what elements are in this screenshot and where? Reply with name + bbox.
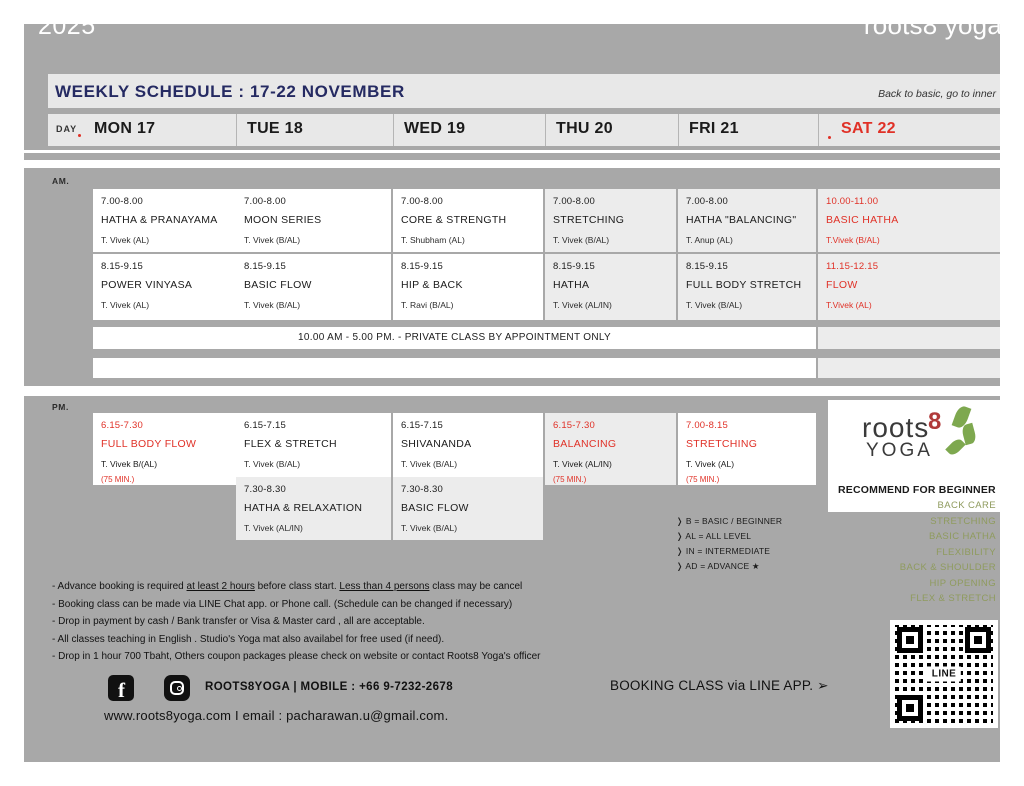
class-time: 7.30-8.30 (401, 484, 443, 495)
class-instructor: T. Vivek (B/AL) (401, 459, 458, 469)
legend-item: ❭ B = BASIC / BEGINNER (676, 516, 783, 526)
logo-eight: 8 (928, 408, 942, 435)
recommend-item: STRETCHING (930, 515, 996, 527)
class-instructor: T. Ravi (B/AL) (401, 300, 454, 310)
spacer-row-1 (93, 358, 816, 378)
header-divider (24, 150, 1000, 153)
class-instructor: T.Vivek (AL) (826, 300, 872, 310)
class-cell-mon-am2[interactable] (93, 254, 236, 320)
qr-pattern (895, 625, 993, 723)
class-instructor: T. Vivek (B/AL) (686, 300, 743, 310)
class-name: BASIC FLOW (401, 502, 469, 514)
class-cell-fri-am2[interactable] (678, 254, 816, 320)
class-time: 8.15-9.15 (686, 261, 728, 272)
class-name: FULL BODY STRETCH (686, 279, 802, 291)
day-header-fri-label: FRI 21 (689, 120, 739, 137)
class-time: 7.00-8.00 (553, 196, 595, 207)
class-instructor: T.Vivek (B/AL) (826, 235, 880, 245)
class-instructor: T. Vivek (B/AL) (401, 523, 458, 533)
note-line: - Drop in payment by cash / Bank transfer or Visa & Master card , all are acceptable. (52, 616, 425, 627)
recommend-item: BACK CARE (937, 500, 996, 511)
day-header-wed-label: WED 19 (404, 120, 466, 137)
class-cell-wed-am2[interactable] (393, 254, 543, 320)
year-label: 2025 (38, 12, 96, 40)
class-instructor: T. Vivek (AL/IN) (553, 459, 612, 469)
class-time: 6.15-7.15 (244, 420, 286, 431)
class-name: HATHA & RELAXATION (244, 502, 363, 514)
class-name: BASIC FLOW (244, 279, 312, 291)
recommend-item: FLEX & STRETCH (910, 593, 996, 604)
recommend-title: RECOMMEND FOR BEGINNER (838, 484, 996, 496)
class-time: 7.00-8.00 (101, 196, 143, 207)
recommend-list (836, 498, 996, 607)
class-name: FLEX & STRETCH (244, 438, 337, 450)
day-header-tue (236, 114, 393, 146)
class-duration: (75 MIN.) (686, 475, 720, 484)
class-cell-thu-pm1[interactable] (545, 413, 676, 485)
day-header-thu-label: THU 20 (556, 120, 613, 137)
class-instructor: T. Vivek (AL/IN) (244, 523, 303, 533)
day-header-mon (84, 114, 236, 146)
recommend-item: BASIC HATHA (928, 531, 996, 542)
day-header-mon-label: MON 17 (94, 120, 156, 137)
class-name: HATHA & PRANAYAMA (101, 214, 218, 226)
class-cell-thu-am2[interactable] (545, 254, 676, 320)
class-cell-tue-am1[interactable] (236, 189, 391, 252)
class-time: 8.15-9.15 (244, 261, 286, 272)
class-cell-tue-am2[interactable] (236, 254, 391, 320)
midday-divider (24, 386, 1000, 396)
class-time: 7.30-8.30 (244, 484, 286, 495)
social-handle: ROOTS8YOGA | MOBILE : +66 9-7232-2678 (205, 681, 453, 693)
class-time: 6.15-7.30 (101, 420, 143, 431)
note-line: - All classes teaching in English . Studio's Yoga mat also availabel for free used (if need). (52, 633, 445, 645)
class-duration: (75 MIN.) (553, 475, 587, 484)
class-instructor: T. Shubham (AL) (401, 235, 465, 245)
logo-wordmark: roots (862, 412, 930, 443)
brand-tagline: Back to basic, go to inner (878, 88, 996, 100)
class-cell-fri-pm1[interactable] (678, 413, 816, 485)
day-header-tue-label: TUE 18 (247, 120, 304, 137)
class-name: STRETCHING (553, 214, 625, 226)
recommend-item: HIP OPENING (929, 577, 996, 589)
class-instructor: T. Vivek (B/AL) (553, 235, 610, 245)
qr-label: LINE (927, 667, 961, 682)
class-name: HIP & BACK (401, 279, 463, 291)
class-instructor: T. Vivek (AL) (686, 459, 735, 469)
class-cell-mon-am1[interactable] (93, 189, 236, 252)
note-line: - Drop in 1 hour 700 Tbaht, Others coupon packages please check on website or contact Roots8 Yoga's officer (52, 651, 541, 662)
line-qr-code[interactable] (890, 620, 998, 728)
day-header-sat-label: SAT 22 (841, 120, 896, 137)
day-label-dot-icon (78, 134, 81, 137)
day-header-fri (678, 114, 818, 146)
poster-header (24, 24, 1000, 72)
class-name: HATHA (553, 279, 590, 291)
class-time: 7.00-8.00 (401, 196, 443, 207)
class-cell-fri-am1[interactable] (678, 189, 816, 252)
class-time: 7.00-8.00 (244, 196, 286, 207)
class-time: 7.00-8.15 (686, 420, 728, 431)
class-instructor: T. Vivek (B/AL) (244, 459, 301, 469)
legend-item: ❭ AL = ALL LEVEL (676, 531, 752, 541)
class-time: 8.15-9.15 (401, 261, 443, 272)
class-name: MOON SERIES (244, 214, 322, 226)
class-time: 8.15-9.15 (553, 261, 595, 272)
class-name: FULL BODY FLOW (101, 438, 197, 450)
booking-cta[interactable]: BOOKING CLASS via LINE APP. ➢ (610, 678, 829, 693)
class-time: 6.15-7.15 (401, 420, 443, 431)
class-name: HATHA "BALANCING" (686, 214, 797, 226)
day-header-sat (818, 114, 1000, 146)
class-time: 6.15-7.30 (553, 420, 595, 431)
class-name: BALANCING (553, 438, 617, 450)
qr-eye-icon (897, 695, 923, 721)
class-name: FLOW (826, 279, 858, 291)
class-name: CORE & STRENGTH (401, 214, 507, 226)
logo-yoga-text: YOGA (866, 440, 933, 461)
facebook-glyph: f (118, 678, 125, 702)
brand-title: roots8 yoga (863, 10, 1002, 40)
note-line: - Advance booking is required at least 2 hours before class start. Less than 4 persons class may be cancel (52, 581, 523, 592)
class-time: 7.00-8.00 (686, 196, 728, 207)
legend-item: ❭ IN = INTERMEDIATE (676, 546, 771, 556)
class-name: BASIC HATHA (826, 214, 899, 226)
qr-eye-icon (965, 627, 991, 653)
instagram-dot-glyph (177, 686, 182, 691)
class-cell-wed-pm1[interactable] (393, 413, 543, 485)
class-duration: (75 MIN.) (101, 475, 135, 484)
class-time: 11.15-12.15 (826, 261, 879, 272)
class-name: SHIVANANDA (401, 438, 472, 450)
recommend-item: FLEXIBILITY (936, 546, 996, 558)
pm-band-label: PM. (52, 402, 69, 412)
recommend-item: BACK & SHOULDER (899, 562, 996, 573)
header-divider-2 (24, 160, 1000, 168)
weekly-schedule-title: WEEKLY SCHEDULE : 17-22 NOVEMBER (55, 82, 405, 101)
class-instructor: T. Vivek B/(AL) (101, 459, 158, 469)
class-cell-wed-am1[interactable] (393, 189, 543, 252)
class-instructor: T. Vivek (B/AL) (244, 235, 301, 245)
sat-empty-midday (818, 327, 1000, 349)
class-instructor: T. Vivek (AL/IN) (553, 300, 612, 310)
qr-eye-icon (897, 627, 923, 653)
class-time: 8.15-9.15 (101, 261, 143, 272)
notes-list (52, 578, 712, 666)
private-class-note: 10.00 AM - 5.00 PM. - PRIVATE CLASS BY APPOINTMENT ONLY (93, 327, 816, 349)
day-column-label: DAY (56, 124, 78, 134)
class-instructor: T. Vivek (AL) (101, 300, 150, 310)
note-line: - Booking class can be made via LINE Chat app. or Phone call. (Schedule can be changed if necessary) (52, 598, 513, 610)
class-time: 10.00-11.00 (826, 196, 879, 207)
class-cell-sat-am1[interactable] (818, 189, 1000, 252)
class-cell-wed-pm2[interactable] (393, 477, 543, 540)
class-instructor: T. Vivek (AL) (101, 235, 150, 245)
class-cell-sat-am2[interactable] (818, 254, 1000, 320)
class-cell-tue-pm1[interactable] (236, 413, 391, 485)
class-instructor: T. Anup (AL) (686, 235, 733, 245)
level-legend (676, 514, 826, 574)
class-cell-mon-pm1[interactable] (93, 413, 236, 485)
class-cell-thu-am1[interactable] (545, 189, 676, 252)
class-name: POWER VINYASA (101, 279, 193, 291)
class-name: STRETCHING (686, 438, 758, 450)
am-band-label: AM. (52, 176, 70, 186)
spacer-row-sat (818, 358, 1000, 378)
website-email: www.roots8yoga.com I email : pacharawan.u@gmail.com. (104, 708, 449, 723)
legend-item: ❭ AD = ADVANCE ★ (676, 561, 760, 571)
day-header-thu (545, 114, 678, 146)
class-instructor: T. Vivek (B/AL) (244, 300, 301, 310)
sat-dot-icon (828, 136, 831, 139)
day-header-wed (393, 114, 545, 146)
class-cell-tue-pm2[interactable] (236, 477, 391, 540)
